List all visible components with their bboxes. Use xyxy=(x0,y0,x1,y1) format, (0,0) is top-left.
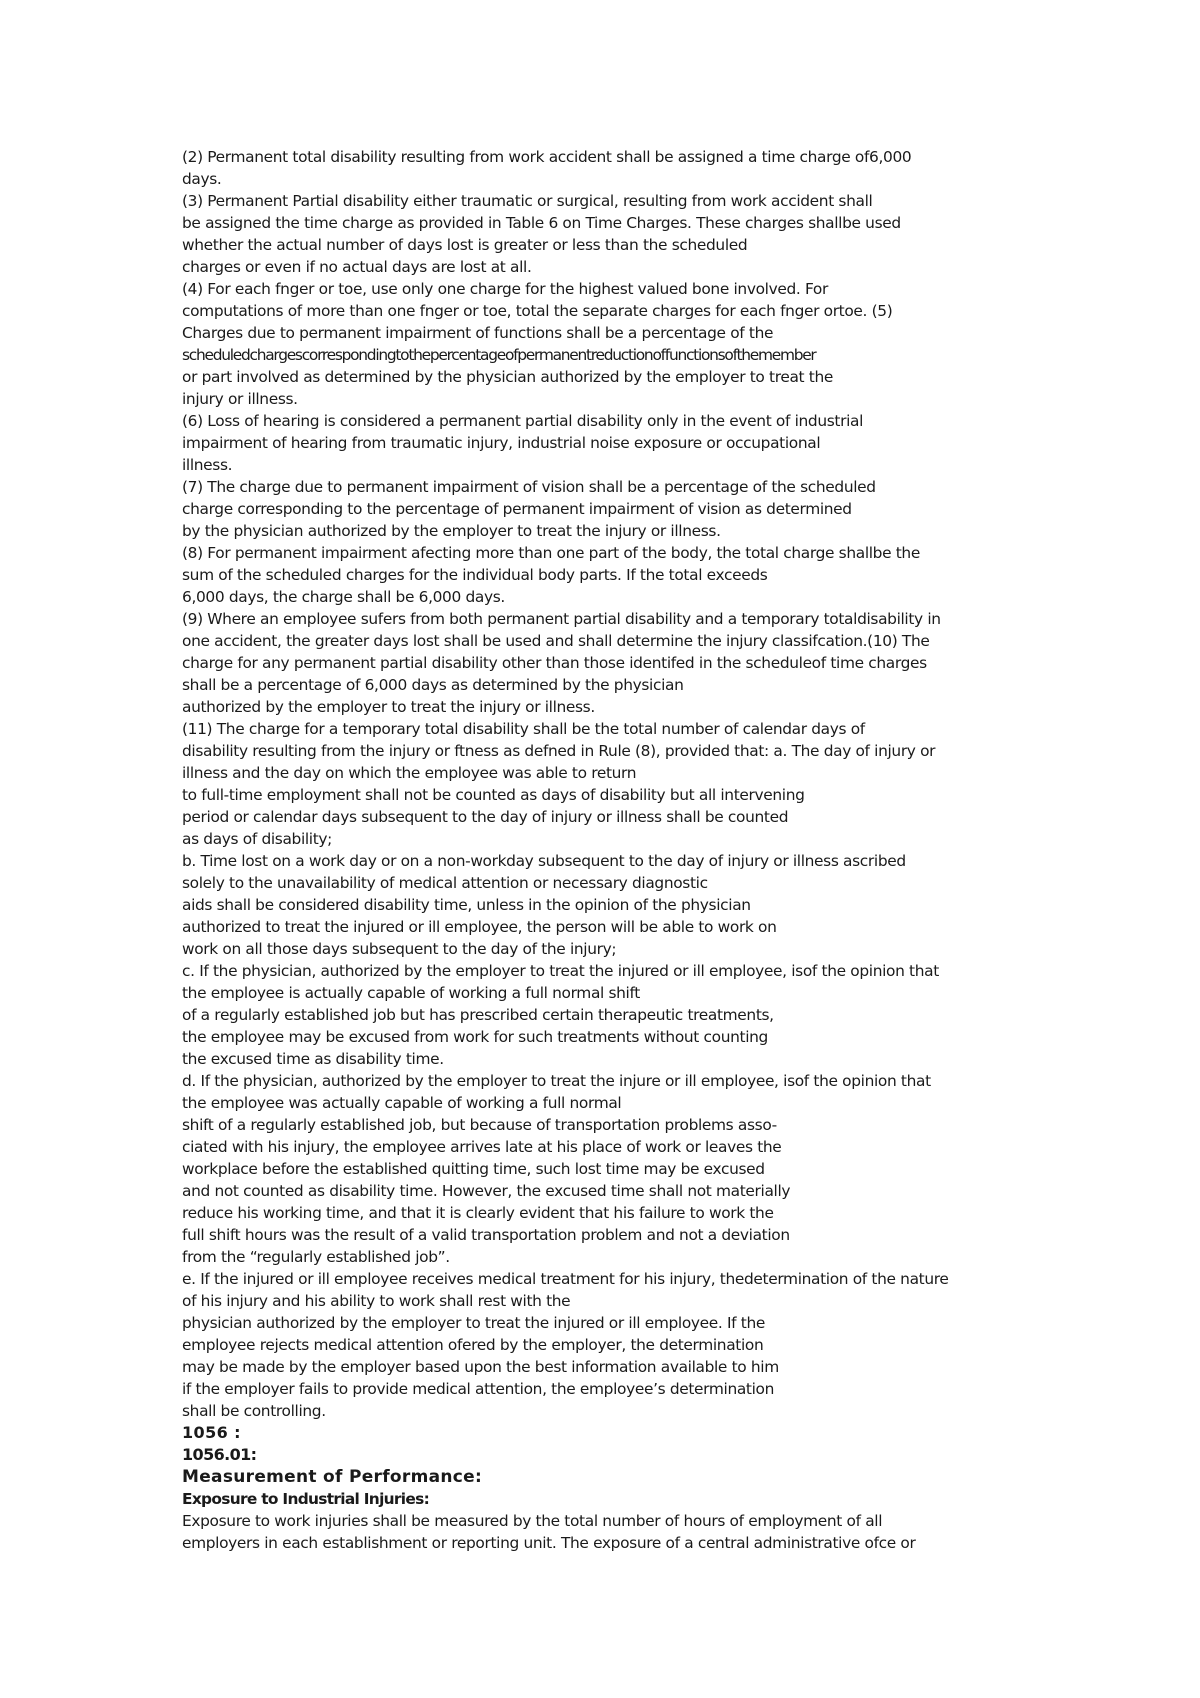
text-line: shift of a regularly established job, but because of transportation problems asso- xyxy=(182,1116,777,1134)
text-line: (9) Where an employee sufers from both permanent partial disability and a temporary totaldisability in xyxy=(182,610,941,628)
text-line: charge corresponding to the percentage of permanent impairment of vision as determined xyxy=(182,500,852,518)
text-line: physician authorized by the employer to treat the injured or ill employee. If the xyxy=(182,1314,765,1332)
text-line: employers in each establishment or reporting unit. The exposure of a central administrative ofce or xyxy=(182,1534,916,1552)
text-line: from the “regularly established job”. xyxy=(182,1248,450,1266)
text-line: charges or even if no actual days are lost at all. xyxy=(182,258,532,276)
text-line: employee rejects medical attention ofered by the employer, the determination xyxy=(182,1336,764,1354)
text-line: by the physician authorized by the employer to treat the injury or illness. xyxy=(182,522,721,540)
text-line: ciated with his injury, the employee arrives late at his place of work or leaves the xyxy=(182,1138,782,1156)
text-line: charge for any permanent partial disability other than those identifed in the scheduleof time charges xyxy=(182,654,927,672)
text-line: scheduledchargescorrespondingtothepercentageofpermanentreductionoffunctionsofthemember xyxy=(182,346,816,364)
text-line: workplace before the established quitting time, such lost time may be excused xyxy=(182,1160,765,1178)
text-line: illness and the day on which the employee was able to return xyxy=(182,764,637,782)
text-line: may be made by the employer based upon the best information available to him xyxy=(182,1358,779,1376)
text-line: b. Time lost on a work day or on a non-workday subsequent to the day of injury or illness ascribed xyxy=(182,852,906,870)
text-line: the employee was actually capable of working a full normal xyxy=(182,1094,622,1112)
text-line: (11) The charge for a temporary total disability shall be the total number of calendar days of xyxy=(182,720,865,738)
text-line: the employee is actually capable of working a full normal shift xyxy=(182,984,640,1002)
text-line: reduce his working time, and that it is clearly evident that his failure to work the xyxy=(182,1204,774,1222)
text-line: of a regularly established job but has prescribed certain therapeutic treatments, xyxy=(182,1006,774,1024)
document-body xyxy=(182,146,1082,1554)
text-line: (7) The charge due to permanent impairment of vision shall be a percentage of the scheduled xyxy=(182,478,876,496)
text-line: to full-time employment shall not be counted as days of disability but all intervening xyxy=(182,786,805,804)
text-line: illness. xyxy=(182,456,233,474)
text-line: authorized to treat the injured or ill employee, the person will be able to work on xyxy=(182,918,777,936)
text-line: aids shall be considered disability time, unless in the opinion of the physician xyxy=(182,896,751,914)
text-line: shall be controlling. xyxy=(182,1402,326,1420)
text-line: the excused time as disability time. xyxy=(182,1050,444,1068)
text-line: if the employer fails to provide medical attention, the employee’s determination xyxy=(182,1380,775,1398)
text-line: c. If the physician, authorized by the employer to treat the injured or ill employee, isof the opinion that xyxy=(182,962,939,980)
subsection-number: 1056.01: xyxy=(182,1445,257,1464)
text-line: d. If the physician, authorized by the employer to treat the injure or ill employee, isof the opinion that xyxy=(182,1072,931,1090)
text-line: solely to the unavailability of medical attention or necessary diagnostic xyxy=(182,874,708,892)
text-line: days. xyxy=(182,170,222,188)
text-line: Charges due to permanent impairment of functions shall be a percentage of the xyxy=(182,324,774,342)
text-line: full shift hours was the result of a valid transportation problem and not a deviation xyxy=(182,1226,790,1244)
text-line: the employee may be excused from work for such treatments without counting xyxy=(182,1028,768,1046)
text-line: be assigned the time charge as provided in Table 6 on Time Charges. These charges shallbe used xyxy=(182,214,901,232)
text-line: (2) Permanent total disability resulting from work accident shall be assigned a time charge of6,000 xyxy=(182,148,912,166)
text-line: impairment of hearing from traumatic injury, industrial noise exposure or occupational xyxy=(182,434,821,452)
text-line: disability resulting from the injury or ftness as defned in Rule (8), provided that: a. The day of injury or xyxy=(182,742,936,760)
section-title: Measurement of Performance: xyxy=(182,1467,483,1487)
text-line: (4) For each fnger or toe, use only one charge for the highest valued bone involved. For xyxy=(182,280,828,298)
text-line: (8) For permanent impairment afecting more than one part of the body, the total charge shallbe the xyxy=(182,544,920,562)
text-line: authorized by the employer to treat the injury or illness. xyxy=(182,698,595,716)
text-line: as days of disability; xyxy=(182,830,333,848)
text-line: period or calendar days subsequent to the day of injury or illness shall be counted xyxy=(182,808,789,826)
text-line: and not counted as disability time. However, the excused time shall not materially xyxy=(182,1182,791,1200)
section-number: 1056 : xyxy=(182,1423,241,1442)
text-line: whether the actual number of days lost is greater or less than the scheduled xyxy=(182,236,748,254)
text-line: or part involved as determined by the physician authorized by the employer to treat the xyxy=(182,368,833,386)
section-subtitle: Exposure to Industrial Injuries: xyxy=(182,1490,430,1508)
text-line: 6,000 days, the charge shall be 6,000 days. xyxy=(182,588,505,606)
text-line: of his injury and his ability to work shall rest with the xyxy=(182,1292,571,1310)
text-line: (6) Loss of hearing is considered a permanent partial disability only in the event of industrial xyxy=(182,412,864,430)
text-line: (3) Permanent Partial disability either traumatic or surgical, resulting from work accident shall xyxy=(182,192,873,210)
text-line: one accident, the greater days lost shall be used and shall determine the injury classifcation.(10) The xyxy=(182,632,930,650)
text-line: Exposure to work injuries shall be measured by the total number of hours of employment of all xyxy=(182,1512,883,1530)
text-line: work on all those days subsequent to the day of the injury; xyxy=(182,940,617,958)
text-line: shall be a percentage of 6,000 days as determined by the physician xyxy=(182,676,684,694)
text-line: e. If the injured or ill employee receives medical treatment for his injury, thedetermination of the nature xyxy=(182,1270,949,1288)
text-line: computations of more than one fnger or toe, total the separate charges for each fnger ortoe. (5) xyxy=(182,302,893,320)
text-line: sum of the scheduled charges for the individual body parts. If the total exceeds xyxy=(182,566,768,584)
text-line: injury or illness. xyxy=(182,390,298,408)
